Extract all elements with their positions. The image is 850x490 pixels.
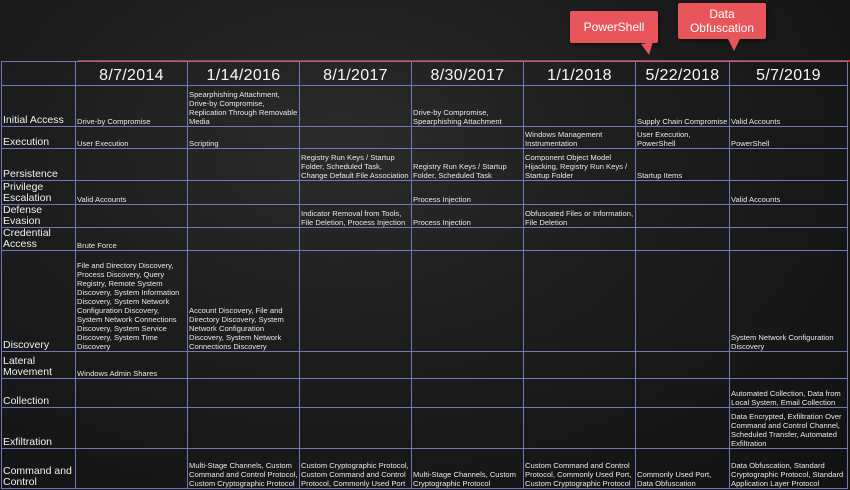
technique-cell — [524, 408, 636, 448]
technique-cell: Supply Chain Compromise — [636, 86, 730, 127]
technique-cell — [636, 379, 730, 408]
technique-cell: Drive-by Compromise — [76, 86, 188, 127]
tactic-label: Collection — [2, 379, 76, 408]
technique-cell — [412, 408, 524, 448]
technique-cell — [300, 86, 412, 127]
tactic-row — [2, 351, 848, 378]
technique-cell — [412, 251, 524, 352]
callout-powershell-pointer — [641, 42, 655, 56]
technique-cell — [412, 351, 524, 378]
technique-cell — [524, 251, 636, 352]
tactic-label: Persistence — [2, 149, 76, 180]
tactic-row — [2, 127, 848, 149]
technique-cell — [300, 408, 412, 448]
technique-cell — [300, 251, 412, 352]
tactic-label: Exfiltration — [2, 408, 76, 448]
technique-cell — [412, 127, 524, 149]
technique-cell — [76, 379, 188, 408]
technique-cell — [76, 204, 188, 227]
technique-cell — [730, 228, 848, 251]
callout-powershell-label: PowerShell — [583, 20, 645, 34]
technique-cell: Windows Management Instrumentation — [524, 127, 636, 149]
technique-cell — [730, 149, 848, 180]
technique-cell — [300, 228, 412, 251]
technique-cell — [76, 448, 188, 488]
technique-cell — [188, 351, 300, 378]
attack-timeline-matrix — [1, 61, 848, 489]
tactic-row — [2, 180, 848, 204]
technique-cell — [300, 127, 412, 149]
technique-cell: Commonly Used Port, Data Obfuscation — [636, 448, 730, 488]
technique-cell — [636, 408, 730, 448]
technique-cell — [188, 180, 300, 204]
technique-cell: Custom Cryptographic Protocol, Custom Command and Control Protocol, Commonly Used Port — [300, 448, 412, 488]
callout-data-obfuscation — [678, 3, 766, 39]
technique-cell: Valid Accounts — [76, 180, 188, 204]
technique-cell — [636, 180, 730, 204]
technique-cell: PowerShell — [730, 127, 848, 149]
technique-cell — [188, 228, 300, 251]
technique-cell: Valid Accounts — [730, 180, 848, 204]
technique-cell — [524, 180, 636, 204]
technique-cell: Component Object Model Hijacking, Registry Run Keys / Startup Folder — [524, 149, 636, 180]
technique-cell: Registry Run Keys / Startup Folder, Scheduled Task, Change Default File Association — [300, 149, 412, 180]
technique-cell: Registry Run Keys / Startup Folder, Scheduled Task — [412, 149, 524, 180]
tactic-row — [2, 149, 848, 180]
tactic-label: Credential Access — [2, 228, 76, 251]
technique-cell: System Network Configuration Discovery — [730, 251, 848, 352]
technique-cell: User Execution — [76, 127, 188, 149]
technique-cell — [524, 86, 636, 127]
callout-data-obfuscation-pointer — [728, 39, 740, 51]
date-header: 5/7/2019 — [730, 62, 848, 86]
technique-cell — [300, 351, 412, 378]
callout-data-obfuscation-label: Data Obfuscation — [689, 7, 755, 35]
technique-cell — [730, 204, 848, 227]
technique-cell: Startup Items — [636, 149, 730, 180]
technique-cell: File and Directory Discovery, Process Discovery, Query Registry, Remote System Discovery, System Information Discovery, System Network Configuration Discovery, System Network Connections Discovery, System Service Discovery, System Time Discovery — [76, 251, 188, 352]
header-corner — [2, 62, 76, 86]
tactic-label: Privilege Escalation — [2, 180, 76, 204]
date-header-row — [2, 62, 848, 86]
date-header: 8/1/2017 — [300, 62, 412, 86]
tactic-label: Command and Control — [2, 448, 76, 488]
tactic-label: Lateral Movement — [2, 351, 76, 378]
date-header: 8/30/2017 — [412, 62, 524, 86]
technique-cell: Data Obfuscation, Standard Cryptographic Protocol, Standard Application Layer Protocol — [730, 448, 848, 488]
technique-cell — [76, 149, 188, 180]
technique-cell — [636, 351, 730, 378]
technique-cell: Indicator Removal from Tools, File Deletion, Process Injection — [300, 204, 412, 227]
date-header: 1/1/2018 — [524, 62, 636, 86]
technique-cell: Drive-by Compromise, Spearphishing Attachment — [412, 86, 524, 127]
date-header: 8/7/2014 — [76, 62, 188, 86]
tactic-row — [2, 379, 848, 408]
technique-cell — [636, 251, 730, 352]
date-header: 1/14/2016 — [188, 62, 300, 86]
technique-cell — [300, 379, 412, 408]
technique-cell: Brute Force — [76, 228, 188, 251]
technique-cell — [412, 379, 524, 408]
technique-cell — [412, 228, 524, 251]
technique-cell — [636, 204, 730, 227]
technique-cell — [524, 379, 636, 408]
technique-cell — [188, 204, 300, 227]
technique-cell: Automated Collection, Data from Local System, Email Collection — [730, 379, 848, 408]
technique-cell: Scripting — [188, 127, 300, 149]
tactic-row — [2, 251, 848, 352]
technique-cell: Account Discovery, File and Directory Discovery, System Network Configuration Discovery, System Network Connections Discovery — [188, 251, 300, 352]
technique-cell — [300, 180, 412, 204]
technique-cell — [524, 351, 636, 378]
tactic-label: Execution — [2, 127, 76, 149]
callout-powershell — [570, 11, 658, 43]
tactic-label: Initial Access — [2, 86, 76, 127]
technique-cell: Process Injection — [412, 204, 524, 227]
technique-cell — [730, 351, 848, 378]
technique-cell — [188, 149, 300, 180]
tactic-row — [2, 204, 848, 227]
tactic-row — [2, 448, 848, 488]
technique-cell — [76, 408, 188, 448]
technique-cell: Process Injection — [412, 180, 524, 204]
technique-cell: Windows Admin Shares — [76, 351, 188, 378]
tactic-row — [2, 86, 848, 127]
tactic-label: Discovery — [2, 251, 76, 352]
technique-cell: Spearphishing Attachment, Drive-by Compromise, Replication Through Removable Media — [188, 86, 300, 127]
tactic-label: Defense Evasion — [2, 204, 76, 227]
technique-cell — [188, 379, 300, 408]
technique-cell: Multi-Stage Channels, Custom Command and Control Protocol, Custom Cryptographic Protocol — [188, 448, 300, 488]
tactic-row — [2, 228, 848, 251]
technique-cell — [636, 228, 730, 251]
technique-cell: Custom Command and Control Protocol, Commonly Used Port, Custom Cryptographic Protocol — [524, 448, 636, 488]
technique-cell: Data Encrypted, Exfiltration Over Command and Control Channel, Scheduled Transfer, Automated Exfiltration — [730, 408, 848, 448]
technique-cell: User Execution, PowerShell — [636, 127, 730, 149]
technique-cell — [524, 228, 636, 251]
tactic-row — [2, 408, 848, 448]
technique-cell: Valid Accounts — [730, 86, 848, 127]
date-header: 5/22/2018 — [636, 62, 730, 86]
technique-cell: Obfuscated Files or Information, File Deletion — [524, 204, 636, 227]
technique-cell: Multi-Stage Channels, Custom Cryptographic Protocol — [412, 448, 524, 488]
technique-cell — [188, 408, 300, 448]
